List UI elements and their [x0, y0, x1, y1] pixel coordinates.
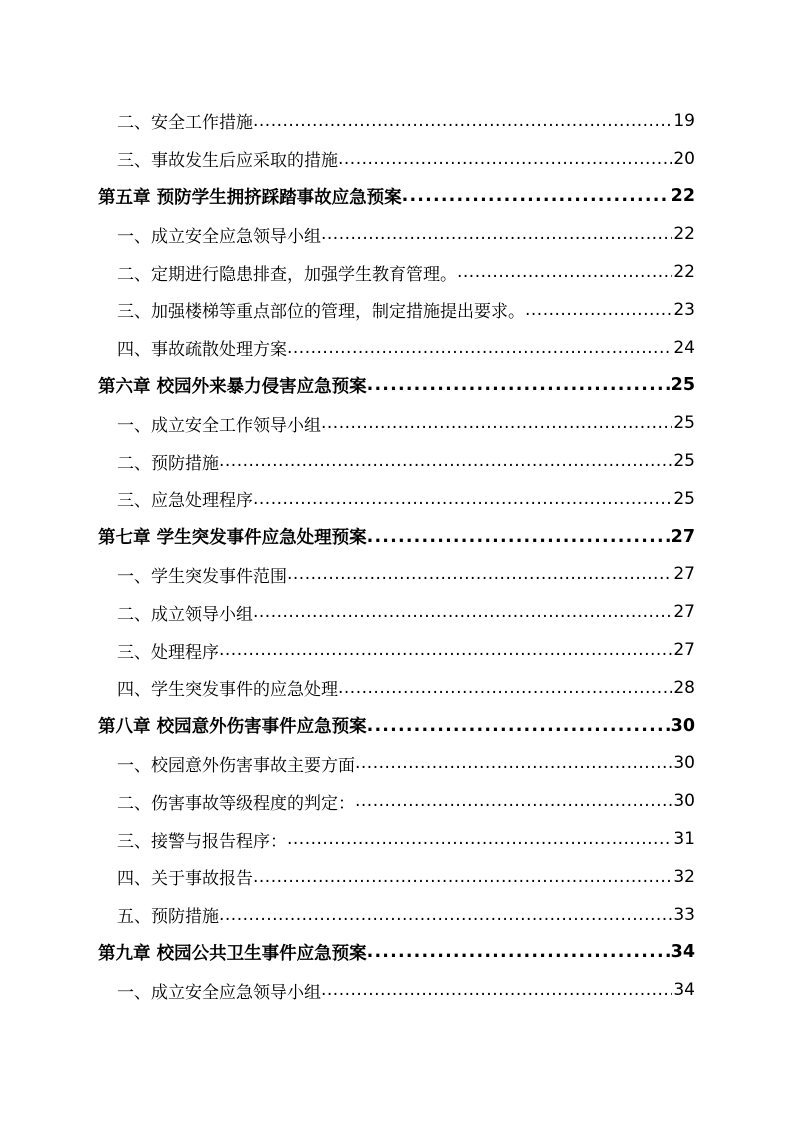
dot-leader: [338, 678, 672, 698]
toc-entry-title: 四、事故疏散处理方案: [117, 340, 287, 361]
toc-entry-title: 三、接警与报告程序：: [117, 831, 287, 852]
toc-entry-title: 二、伤害事故等级程度的判定：: [117, 793, 355, 814]
toc-entry-title: 一、成立安全工作领导小组: [117, 415, 321, 436]
toc-entry-title: 四、学生突发事件的应急处理: [117, 680, 338, 701]
toc-entry[interactable]: [98, 140, 695, 178]
toc-chapter-entry[interactable]: [98, 934, 695, 972]
toc-entry[interactable]: [98, 329, 695, 367]
toc-entry-page: 27: [673, 640, 695, 661]
dot-leader: [367, 375, 670, 395]
toc-entry[interactable]: [98, 480, 695, 518]
toc-entry[interactable]: [98, 971, 695, 1009]
toc-entry[interactable]: [98, 782, 695, 820]
toc-entry-page: 24: [673, 337, 695, 358]
toc-entry-page: 27: [673, 564, 695, 585]
toc-chapter-title: 第五章 预防学生拥挤踩踏事故应急预案: [98, 187, 402, 208]
toc-chapter-title: 第六章 校园外来暴力侵害应急预案: [98, 376, 367, 397]
dot-leader: [321, 224, 672, 244]
toc-entry-title: 一、成立安全应急领导小组: [117, 982, 321, 1003]
dot-leader: [367, 527, 670, 547]
toc-entry-title: 一、校园意外伤害事故主要方面: [117, 755, 355, 776]
toc-entry[interactable]: [98, 820, 695, 858]
toc-entry-page: 27: [673, 602, 695, 623]
dot-leader: [367, 716, 670, 736]
toc-entry[interactable]: [98, 404, 695, 442]
toc-entry-title: 三、事故发生后应采取的措施: [117, 151, 338, 172]
dot-leader: [321, 980, 672, 1000]
dot-leader: [457, 262, 672, 282]
toc-entry[interactable]: [98, 253, 695, 291]
toc-entry-page: 25: [673, 413, 695, 434]
toc-entry-page: 30: [673, 791, 695, 812]
table-of-contents: [98, 102, 695, 1009]
toc-entry-title: 二、安全工作措施: [117, 113, 253, 134]
toc-chapter-page: 25: [670, 375, 695, 396]
dot-leader: [253, 111, 672, 131]
toc-entry-page: 30: [673, 753, 695, 774]
toc-chapter-entry[interactable]: [98, 367, 695, 405]
toc-entry-page: 19: [673, 110, 695, 131]
toc-entry-title: 二、预防措施: [117, 453, 219, 474]
dot-leader: [219, 451, 672, 471]
toc-entry-page: 28: [673, 677, 695, 698]
dot-leader: [355, 791, 672, 811]
toc-chapter-page: 27: [670, 526, 695, 547]
toc-chapter-page: 30: [670, 715, 695, 736]
dot-leader: [287, 564, 672, 584]
dot-leader: [219, 640, 672, 660]
toc-entry-title: 二、成立领导小组: [117, 604, 253, 625]
toc-entry-title: 三、处理程序: [117, 642, 219, 663]
toc-entry[interactable]: [98, 556, 695, 594]
dot-leader: [355, 753, 672, 773]
toc-entry[interactable]: [98, 896, 695, 934]
toc-entry-page: 25: [673, 451, 695, 472]
toc-entry-page: 22: [673, 224, 695, 245]
toc-entry[interactable]: [98, 102, 695, 140]
toc-entry[interactable]: [98, 291, 695, 329]
dot-leader: [287, 829, 672, 849]
dot-leader: [219, 905, 672, 925]
toc-entry[interactable]: [98, 631, 695, 669]
toc-entry-page: 33: [673, 904, 695, 925]
toc-chapter-entry[interactable]: [98, 178, 695, 216]
toc-entry-title: 二、定期进行隐患排查，加强学生教育管理。: [117, 264, 457, 285]
toc-chapter-title: 第七章 学生突发事件应急处理预案: [98, 528, 367, 549]
toc-entry-page: 20: [673, 148, 695, 169]
dot-leader: [253, 602, 672, 622]
dot-leader: [253, 489, 672, 509]
dot-leader: [402, 186, 670, 206]
dot-leader: [367, 942, 670, 962]
toc-entry-page: 25: [673, 488, 695, 509]
toc-entry[interactable]: [98, 745, 695, 783]
toc-entry-page: 32: [673, 866, 695, 887]
toc-entry[interactable]: [98, 215, 695, 253]
dot-leader: [253, 867, 672, 887]
dot-leader: [321, 413, 672, 433]
toc-chapter-page: 34: [670, 942, 695, 963]
toc-entry[interactable]: [98, 442, 695, 480]
toc-entry-title: 三、加强楼梯等重点部位的管理，制定措施提出要求。: [117, 302, 525, 323]
toc-entry[interactable]: [98, 669, 695, 707]
toc-entry-title: 五、预防措施: [117, 907, 219, 928]
toc-entry-page: 22: [673, 262, 695, 283]
dot-leader: [338, 149, 672, 169]
toc-chapter-title: 第九章 校园公共卫生事件应急预案: [98, 943, 367, 964]
toc-chapter-title: 第八章 校园意外伤害事件应急预案: [98, 717, 367, 738]
toc-entry[interactable]: [98, 858, 695, 896]
dot-leader: [287, 338, 672, 358]
dot-leader: [525, 300, 672, 320]
toc-chapter-entry[interactable]: [98, 707, 695, 745]
toc-entry-title: 三、应急处理程序: [117, 491, 253, 512]
toc-entry[interactable]: [98, 593, 695, 631]
toc-entry-page: 31: [673, 829, 695, 850]
toc-chapter-page: 22: [670, 186, 695, 207]
toc-chapter-entry[interactable]: [98, 518, 695, 556]
toc-entry-title: 四、关于事故报告: [117, 869, 253, 890]
toc-entry-page: 34: [673, 980, 695, 1001]
toc-entry-title: 一、学生突发事件范围: [117, 566, 287, 587]
toc-entry-page: 23: [673, 299, 695, 320]
toc-entry-title: 一、成立安全应急领导小组: [117, 226, 321, 247]
